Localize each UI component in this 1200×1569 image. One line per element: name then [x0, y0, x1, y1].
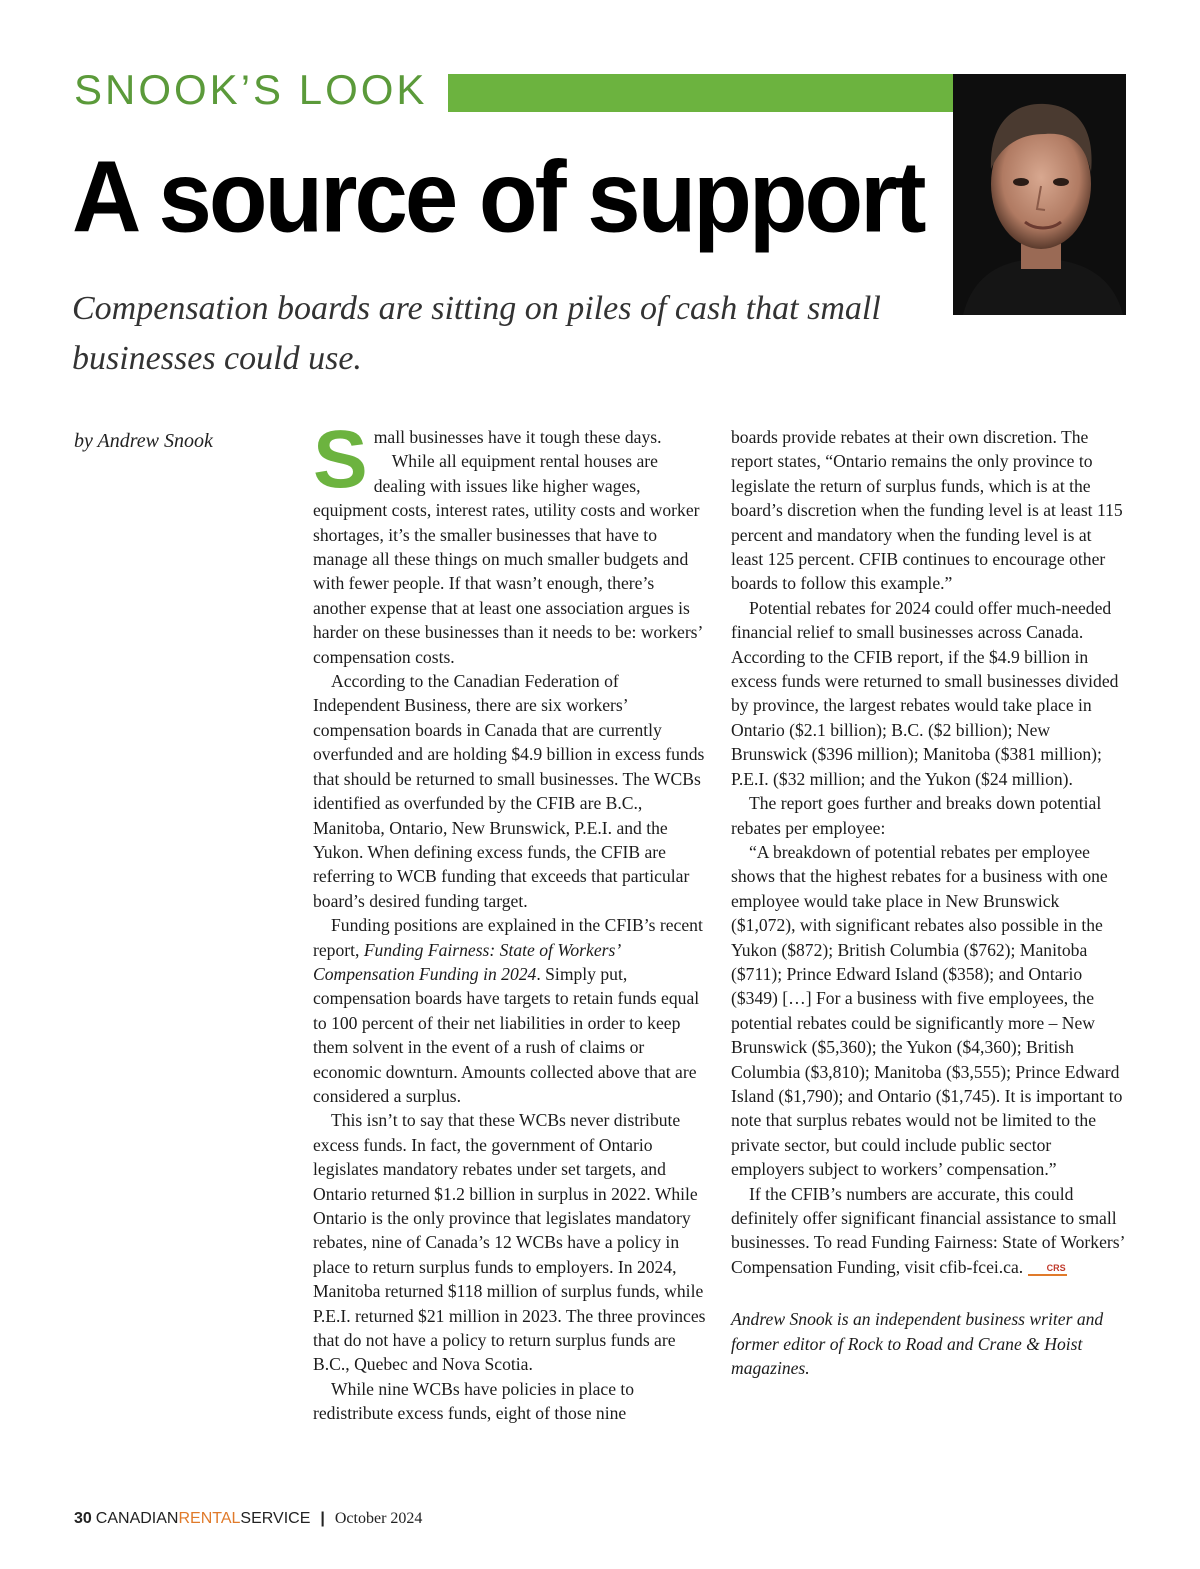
- issue-date: October 2024: [334, 1510, 423, 1527]
- magazine-name: [96, 1510, 311, 1527]
- paragraph: The report goes further and breaks down potential rebates per employee:: [731, 793, 1102, 838]
- author-photo: [953, 74, 1126, 315]
- drop-cap: S: [313, 414, 368, 505]
- magazine-name-part: RENTAL: [178, 1510, 241, 1527]
- magazine-name-part: SERVICE: [240, 1510, 311, 1527]
- paragraph-text: . Simply put, compensation boards have targets to retain funds equal to 100 percent of their net liabilities in order to keep them solvent in the event of a rush of claims or economic downturn. Amounts collected above that are considered a surplus.: [313, 963, 700, 1106]
- kicker-bar: [448, 74, 953, 112]
- paragraph: According to the Canadian Federation of Independent Business, there are six workers’ compensation boards in Canada that are currently overfunded and are holding $4.9 billion in excess funds that should be returned to small businesses. The WCBs identified as overfunded by the CFIB are B.C., Manitoba, Ontario, New Brunswick, P.E.I. and the Yukon. When defining excess funds, the CFIB are referring to WCB funding that exceeds that particular board’s desired funding target.: [313, 671, 705, 911]
- paragraph: This isn’t to say that these WCBs never distribute excess funds. In fact, the government of Ontario legislates mandatory rebates under set targets, and Ontario returned $1.2 billion in surplus in 2022. While Ontario is the only province that legislates mandatory rebates, nine of Canada’s 12 WCBs have a policy in place to return surplus funds to employers. In 2024, Manitoba returned $118 million of surplus funds, while P.E.I. returned $21 million in 2023. The three provinces that do not have a policy to return surplus funds are B.C., Quebec and Nova Scotia.: [313, 1110, 706, 1375]
- paragraph: [313, 913, 708, 1108]
- paragraph: Potential rebates for 2024 could offer much-needed financial relief to small businesses across Canada. According to the CFIB report, if the $4.9 billion in excess funds were returned to small businesses divided by province, the largest rebates would take place in Ontario ($2.1 billion); B.C. ($2 billion); New Brunswick ($396 million); Manitoba ($381 million); P.E.I. ($32 million; and the Yukon ($24 million).: [731, 597, 1119, 789]
- byline: by Andrew Snook: [74, 430, 213, 452]
- magazine-name-part: CANADIAN: [95, 1510, 179, 1527]
- paragraph-text: mall businesses have it tough these days.: [373, 427, 662, 447]
- end-mark-logo: CRS: [1028, 1263, 1067, 1276]
- footer-separator: |: [320, 1510, 325, 1527]
- article-deck: Compensation boards are sitting on piles of cash that small businesses could use.: [72, 290, 881, 377]
- article-headline: A source of support: [72, 141, 924, 254]
- author-portrait-illustration: [953, 74, 1126, 315]
- paragraph: [731, 1182, 1126, 1280]
- paragraph: “A breakdown of potential rebates per employee shows that the highest rebates for a business with one employee would take place in New Brunswick ($1,072), with significant rebates also possible in the Yukon ($872); British Columbia ($762); Manitoba ($711); Prince Edward Island ($358); and Ontario ($349) […] For a business with five employees, the potential rebates could be significantly more – New Brunswick ($5,360); the Yukon ($4,360); British Columbia ($3,810); Manitoba ($3,555); Prince Edward Island ($1,790); and Ontario ($1,745). It is important to note that surplus rebates would not be limited to the private sector, but could include public sector employers subject to workers’ compensation.”: [731, 841, 1123, 1180]
- paragraph: [313, 414, 708, 505]
- paragraph-text: Funding positions are explained in the CFIB’s recent report,: [313, 915, 703, 960]
- article-column-1: [313, 414, 708, 1426]
- author-bio: Andrew Snook is an independent business writer and former editor of Rock to Road and Crane & Hoist magazines.: [731, 1309, 1104, 1379]
- paragraph: While all equipment rental houses are dealing with issues like higher wages, equipment costs, interest rates, utility costs and worker shortages, it’s the smaller businesses that have to manage all these things on much smaller budgets and with fewer people. If that wasn’t enough, there’s another expense that at least one association argues is harder on these businesses than it needs to be: workers’ compensation costs.: [313, 451, 703, 667]
- article-column-2: [731, 425, 1126, 1380]
- paragraph-text: If the CFIB’s numbers are accurate, this could definitely offer significant financial assistance to small businesses. To read Funding Fairness: State of Workers’ Compensation Funding, visit cfib-fcei.ca.: [731, 1183, 1125, 1277]
- page-number: 30: [74, 1510, 92, 1527]
- paragraph: While nine WCBs have policies in place to redistribute excess funds, eight of those nine: [313, 1378, 635, 1424]
- report-title: Funding Fairness: State of Workers’ Compensation Funding in 2024: [313, 939, 620, 984]
- paragraph: boards provide rebates at their own discretion. The report states, “Ontario remains the only province to legislate the return of surplus funds, which is at the board’s discretion when the funding level is at least 115 percent and mandatory when the funding level is at least 125 percent. CFIB continues to encourage other boards to follow this example.”: [731, 427, 1123, 594]
- section-kicker: SNOOK’S LOOK: [74, 66, 428, 113]
- page-footer: [74, 1508, 422, 1530]
